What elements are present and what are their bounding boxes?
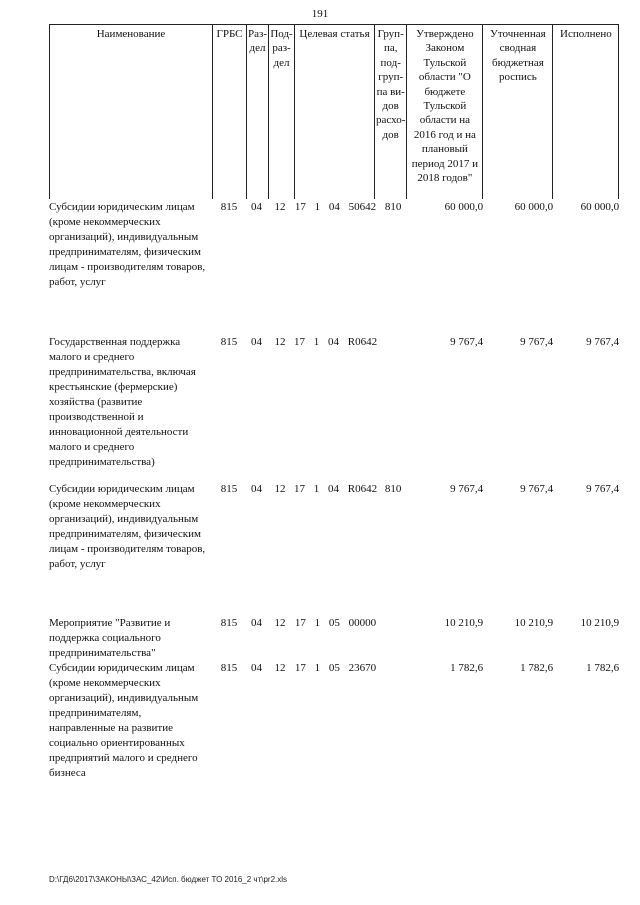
row-refined: 60 000,0 (514, 201, 554, 213)
row-razdel: 04 (251, 201, 262, 213)
row-grbs: 815 (220, 617, 238, 629)
row-approved: 10 210,9 (444, 617, 484, 629)
row-razdel: 04 (251, 617, 262, 629)
row-target: 17 1 05 23670 (294, 662, 377, 674)
row-podrazdel: 12 (274, 662, 286, 674)
table-header (49, 24, 619, 199)
row-group (378, 616, 408, 661)
header-name: Наименование (50, 25, 213, 199)
file-path-footer: D:\ГД6\2017\ЗАКОНЫ\ЗАС_42\Исп. бюджет ТО 2016_2 чт\pr2.xls (49, 875, 288, 884)
row-approved: 60 000,0 (444, 201, 484, 213)
header-group: Груп-па, под-груп-па ви-дов расхо-дов (375, 25, 407, 199)
header-grbs: ГРБС (213, 25, 247, 199)
header-refined: Уточненная сводная бюджетная роспись (483, 25, 553, 199)
row-refined: 1 782,6 (520, 662, 554, 674)
row-podrazdel: 12 (274, 201, 286, 213)
header-podrazdel: Под-раз-дел (269, 25, 295, 199)
row-name: Мероприятие "Развитие и поддержка социального предпринимательства" (49, 617, 171, 659)
row-name: Субсидии юридическим лицам (кроме некоммерческих организаций), индивидуальным предпринимателям, направленные на развитие социально ориентированных предприятий малого и среднего бизнеса (49, 662, 199, 779)
row-refined: 9 767,4 (520, 483, 554, 495)
row-name: Субсидии юридическим лицам (кроме некоммерческих организаций), индивидуальным предпринимателям, физическим лицам - производителям товаров, работ, услуг (49, 201, 206, 288)
row-name: Государственная поддержка малого и среднего предпринимательства, включая крестьянские (фермерские) хозяйства (развитие производственной и инновационной деятельности малого и среднего предпринимательства) (49, 336, 196, 468)
row-approved: 1 782,6 (450, 662, 484, 674)
table-row (49, 661, 620, 791)
table-row (49, 200, 620, 335)
header-razdel: Раз-дел (247, 25, 269, 199)
row-group: 810 (384, 483, 402, 495)
row-grbs: 815 (220, 483, 238, 495)
row-group (378, 661, 408, 791)
row-podrazdel: 12 (274, 336, 286, 348)
row-approved: 9 767,4 (450, 483, 484, 495)
row-approved: 9 767,4 (450, 336, 484, 348)
table-row (49, 616, 620, 661)
row-executed: 9 767,4 (586, 336, 620, 348)
page-number: 191 (311, 8, 329, 20)
row-razdel: 04 (251, 336, 262, 348)
row-target: 17 1 04 R0642 (294, 483, 378, 495)
row-razdel: 04 (251, 483, 262, 495)
header-approved: Утверждено Законом Тульской области "О бюджете Тульской области на 2016 год и на плановый период 2017 и 2018 годов" (407, 25, 483, 199)
row-group: 810 (384, 201, 402, 213)
header-executed: Исполнено (553, 25, 619, 199)
row-target: 17 1 04 50642 (294, 201, 377, 213)
row-executed: 60 000,0 (580, 201, 620, 213)
row-name: Субсидии юридическим лицам (кроме некоммерческих организаций), индивидуальным предпринимателям, физическим лицам - производителям товаров, работ, услуг (49, 483, 206, 570)
row-target: 17 1 04 R0642 (294, 336, 378, 348)
table-row (49, 335, 620, 482)
row-target: 17 1 05 00000 (294, 617, 377, 629)
table-body (49, 200, 620, 791)
row-razdel: 04 (251, 662, 262, 674)
header-target: Целевая статья (295, 25, 375, 199)
row-executed: 1 782,6 (586, 662, 620, 674)
row-grbs: 815 (220, 662, 238, 674)
row-refined: 10 210,9 (514, 617, 554, 629)
row-executed: 10 210,9 (580, 617, 620, 629)
row-group (378, 335, 408, 482)
row-executed: 9 767,4 (586, 483, 620, 495)
row-grbs: 815 (220, 201, 238, 213)
row-grbs: 815 (220, 336, 238, 348)
table-row (49, 482, 620, 616)
row-podrazdel: 12 (274, 617, 286, 629)
row-podrazdel: 12 (274, 483, 286, 495)
row-refined: 9 767,4 (520, 336, 554, 348)
